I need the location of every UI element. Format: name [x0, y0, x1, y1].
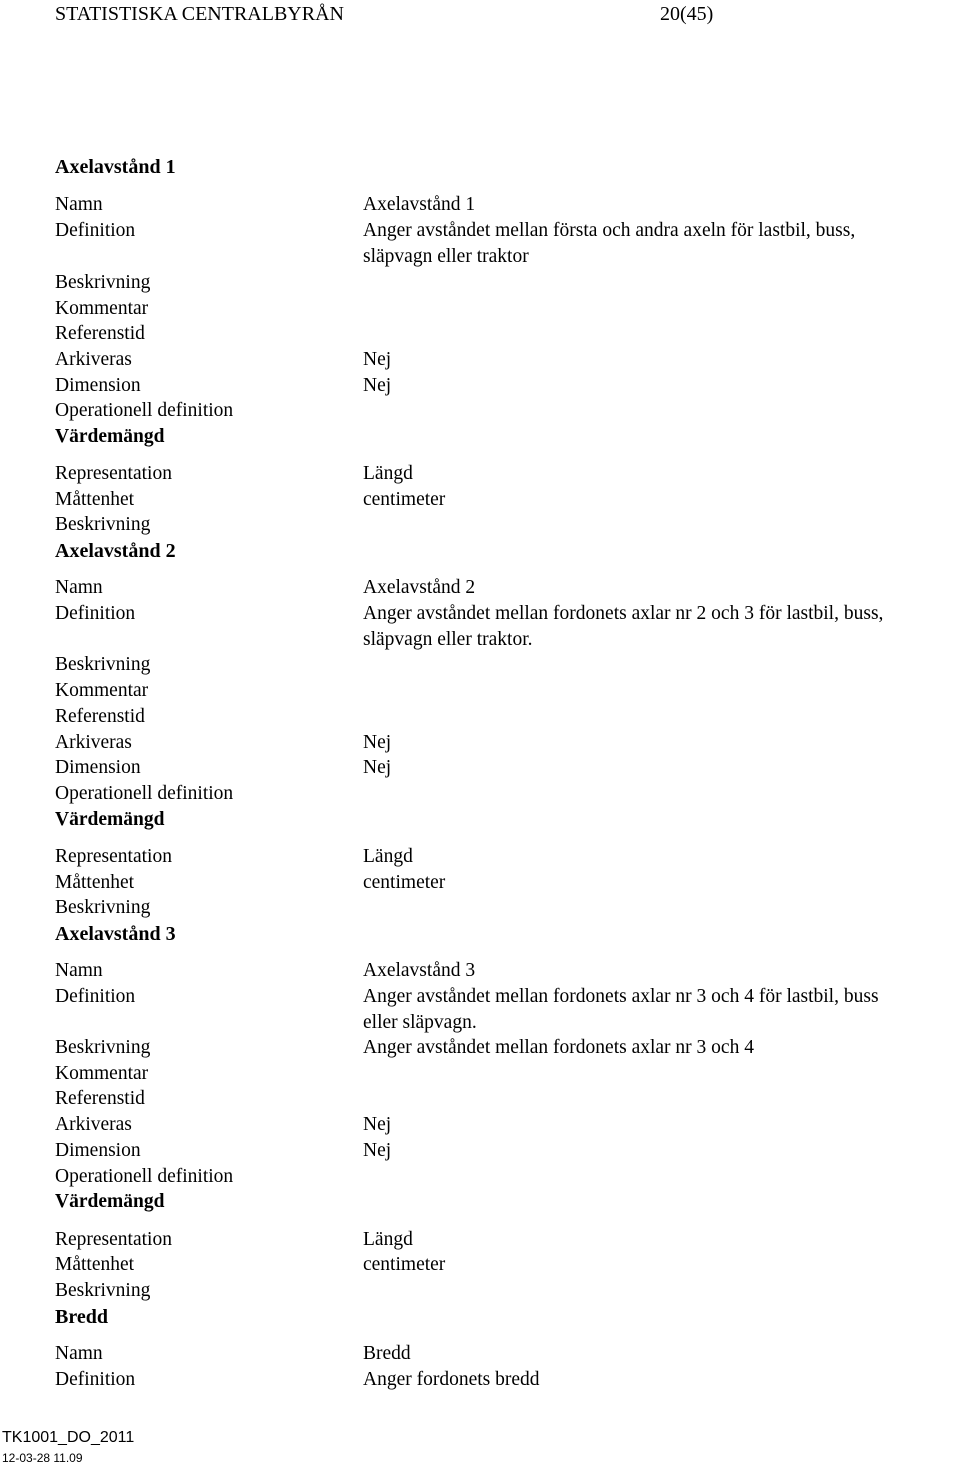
value-definition-line1: Anger avståndet mellan fordonets axlar nr 2 och 3 för lastbil, buss, [363, 603, 884, 624]
label-namn: Namn [55, 194, 103, 215]
organization-name: STATISTISKA CENTRALBYRÅN [55, 3, 344, 25]
label-arkiveras: Arkiveras [55, 1114, 132, 1135]
document-id: TK1001_DO_2011 [2, 1429, 135, 1446]
value-representation: Längd [363, 463, 413, 484]
value-mattenhet: centimeter [363, 489, 446, 510]
label-referenstid: Referenstid [55, 323, 145, 344]
value-representation: Längd [363, 846, 413, 867]
label-arkiveras: Arkiveras [55, 732, 132, 753]
section-title: Axelavstånd 1 [55, 156, 176, 178]
value-arkiveras: Nej [363, 349, 392, 370]
label-kommentar: Kommentar [55, 298, 149, 319]
label-representation: Representation [55, 463, 172, 484]
section-title: Axelavstånd 2 [55, 540, 176, 562]
label-mattenhet: Måttenhet [55, 872, 135, 893]
value-arkiveras: Nej [363, 732, 392, 753]
value-dimension: Nej [363, 1140, 392, 1161]
label-definition: Definition [55, 603, 136, 624]
section-title: Bredd [55, 1306, 108, 1328]
label-arkiveras: Arkiveras [55, 349, 132, 370]
value-dimension: Nej [363, 757, 392, 778]
label-mattenhet: Måttenhet [55, 489, 135, 510]
value-definition-line1: Anger avståndet mellan första och andra axeln för lastbil, buss, [363, 220, 856, 241]
value-mattenhet: centimeter [363, 1254, 446, 1275]
label-beskrivning-2: Beskrivning [55, 897, 151, 918]
label-operationell-definition: Operationell definition [55, 1166, 234, 1187]
print-timestamp: 12-03-28 11.09 [2, 1451, 83, 1465]
value-namn: Axelavstånd 1 [363, 194, 476, 215]
label-beskrivning: Beskrivning [55, 1037, 151, 1058]
value-definition-line2: eller släpvagn. [363, 1012, 477, 1033]
label-vardemangd: Värdemängd [55, 809, 165, 830]
label-namn: Namn [55, 577, 103, 598]
label-referenstid: Referenstid [55, 706, 145, 727]
value-namn: Axelavstånd 2 [363, 577, 476, 598]
label-beskrivning-2: Beskrivning [55, 1280, 151, 1301]
label-operationell-definition: Operationell definition [55, 400, 234, 421]
value-namn: Axelavstånd 3 [363, 960, 476, 981]
value-definition-line1: Anger fordonets bredd [363, 1369, 540, 1390]
label-representation: Representation [55, 1229, 172, 1250]
label-namn: Namn [55, 1343, 103, 1364]
label-mattenhet: Måttenhet [55, 1254, 135, 1275]
label-vardemangd: Värdemängd [55, 426, 165, 447]
label-namn: Namn [55, 960, 103, 981]
label-definition: Definition [55, 220, 136, 241]
label-vardemangd: Värdemängd [55, 1191, 165, 1212]
label-definition: Definition [55, 986, 136, 1007]
value-arkiveras: Nej [363, 1114, 392, 1135]
value-mattenhet: centimeter [363, 872, 446, 893]
label-representation: Representation [55, 846, 172, 867]
label-kommentar: Kommentar [55, 1063, 149, 1084]
value-definition-line2: släpvagn eller traktor. [363, 629, 533, 650]
label-beskrivning: Beskrivning [55, 272, 151, 293]
value-definition-line2: släpvagn eller traktor [363, 246, 529, 267]
value-definition-line1: Anger avståndet mellan fordonets axlar nr 3 och 4 för lastbil, buss [363, 986, 879, 1007]
value-dimension: Nej [363, 375, 392, 396]
label-dimension: Dimension [55, 375, 141, 396]
value-beskrivning: Anger avståndet mellan fordonets axlar nr 3 och 4 [363, 1037, 754, 1058]
label-definition: Definition [55, 1369, 136, 1390]
label-dimension: Dimension [55, 1140, 141, 1161]
section-title: Axelavstånd 3 [55, 923, 176, 945]
value-representation: Längd [363, 1229, 413, 1250]
label-beskrivning-2: Beskrivning [55, 514, 151, 535]
label-referenstid: Referenstid [55, 1088, 145, 1109]
label-beskrivning: Beskrivning [55, 654, 151, 675]
label-dimension: Dimension [55, 757, 141, 778]
value-namn: Bredd [363, 1343, 411, 1364]
page-number: 20(45) [660, 3, 714, 25]
label-kommentar: Kommentar [55, 680, 149, 701]
label-operationell-definition: Operationell definition [55, 783, 234, 804]
